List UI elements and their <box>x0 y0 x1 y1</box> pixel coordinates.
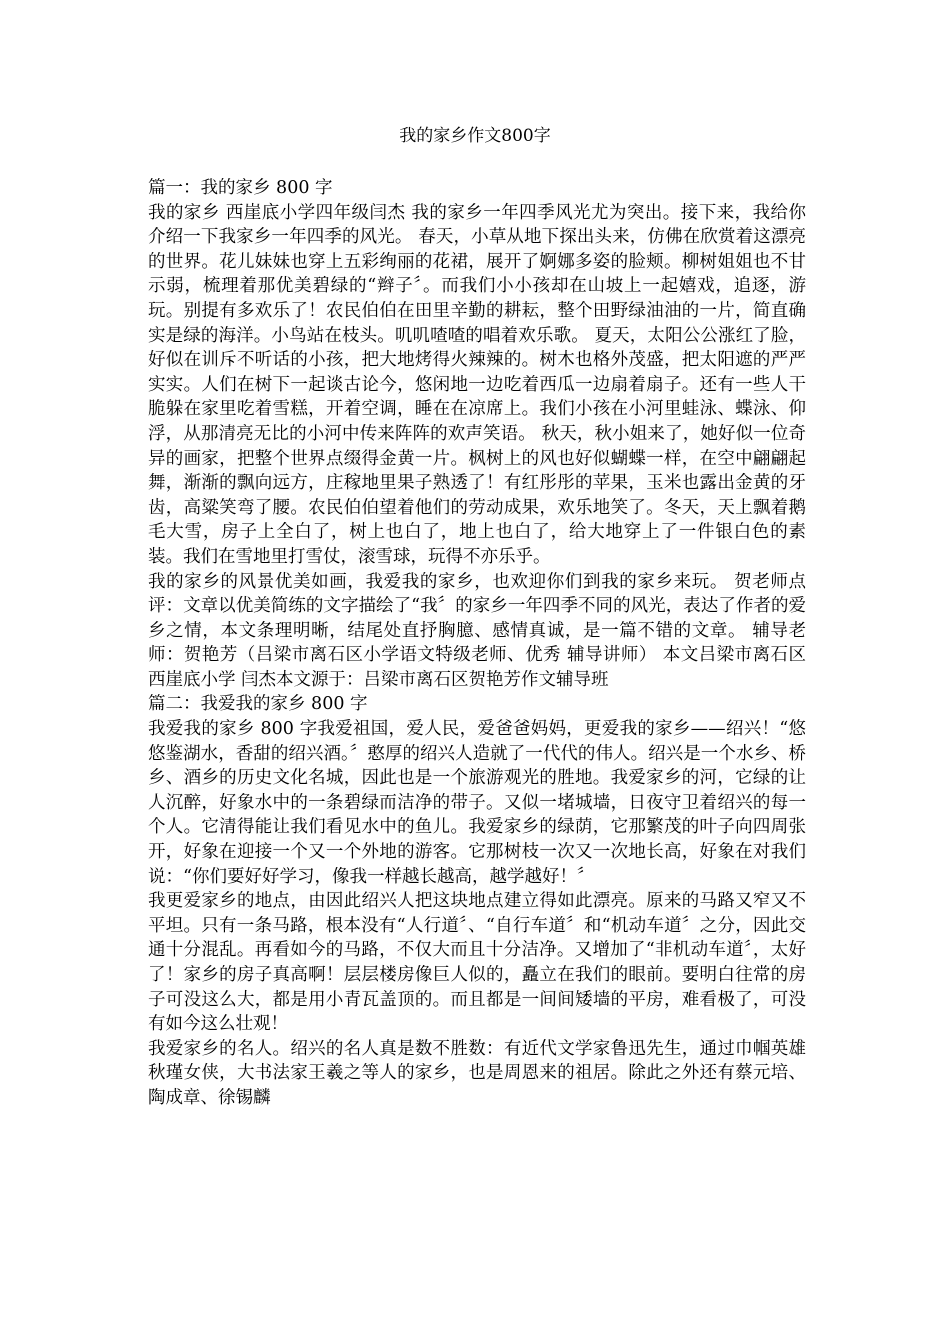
section-heading-2: 篇二：我爱我的家乡 800 字 <box>148 694 368 715</box>
paragraph-2: 我的家乡的风景优美如画，我爱我的家乡，也欢迎你们到我的家乡来玩。 贺老师点评：文章以优美简练的文字描绘了“我〞的家乡一年四季不同的风光，表达了作者的爱乡之情，本文条理明晰，结尾处直抒胸臆、感情真诚，是一篇不错的文章。 辅导老师：贺艳芳（吕梁市离石区小学语文特级老师、优秀 辅导讲师） 本文吕梁市离石区 西崖底小学 闫杰本文源于：吕梁市离石区贺艳芳作文辅导班 <box>148 571 806 690</box>
paragraph-1: 我的家乡 西崖底小学四年级闫杰 我的家乡一年四季风光尤为突出。接下来，我给你介绍一下我家乡一年四季的风光。 春天，小草从地下探出头来，仿佛在欣赏着这漂亮的世界。花儿妹妹也穿上五彩绚丽的花裙，展开了婀娜多姿的脸颊。柳树姐姐也不甘示弱，梳理着那优美碧绿的“辫子〞。而我们小小孩却在山坡上一起嬉戏，追逐，游玩。别提有多欢乐了！农民伯伯在田里辛勤的耕耘，整个田野绿油油的一片，简直确实是绿的海洋。小鸟站在枝头。叽叽喳喳的唱着欢乐歌。 夏天，太阳公公涨红了脸，好似在训斥不听话的小孩，把大地烤得火辣辣的。树木也格外茂盛，把太阳遮的严严实实。人们在树下一起谈古论今，悠闲地一边吃着西瓜一边扇着扇子。还有一些人干脆躲在家里吃着雪糕，开着空调，睡在在凉席上。我们小孩在小河里蛙泳、蝶泳、仰浮，从那清亮无比的小河中传来阵阵的欢声笑语。 秋天，秋小姐来了，她好似一位奇异的画家，把整个世界点缀得金黄一片。枫树上的风也好似蝴蝶一样，在空中翩翩起舞，渐渐的飘向远方，庄稼地里果子熟透了！有红彤彤的苹果，玉米也露出金黄的牙齿，高粱笑弯了腰。农民伯伯望着他们的劳动成果，欢乐地笑了。冬天，天上飘着鹅毛大雪，房子上全白了，树上也白了，地上也白了，给大地穿上了一件银白色的素装。我们在雪地里打雪仗，滚雪球，玩得不亦乐乎。 <box>148 202 806 567</box>
section-heading-1: 篇一：我的家乡 800 字 <box>148 178 333 198</box>
paragraph-5: 我爱家乡的名人。绍兴的名人真是数不胜数：有近代文学家鲁迅先生，通过巾帼英雄秋瑾女侠，大书法家王羲之等人的家乡，也是周恩来的祖居。除此之外还有蔡元培、陶成章、徐锡麟 <box>148 1038 806 1108</box>
document-title: 我的家乡作文800字 <box>399 126 551 146</box>
paragraph-3: 我爱我的家乡 800 字我爱祖国，爱人民，爱爸爸妈妈，更爱我的家乡——绍兴！“悠悠鉴湖水，香甜的绍兴酒。〞憨厚的绍兴人造就了一代代的伟人。绍兴是一个水乡、桥乡、酒乡的历史文化名城，因此也是一个旅游观光的胜地。我爱家乡的河，它绿的让人沉醉，好象水中的一条碧绿而洁净的带子。又似一堵城墙，日夜守卫着绍兴的每一个人。它清得能让我们看见水中的鱼儿。我爱家乡的绿荫，它那繁茂的叶子向四周张开，好象在迎接一个又一个外地的游客。它那树枝一次又一次地长高，好象在对我们说：“你们要好好学习，像我一样越长越高，越学越好！〞 <box>148 719 806 887</box>
document-body <box>148 176 806 1111</box>
paragraph-4: 我更爱家乡的地点，由因此绍兴人把这块地点建立得如此漂亮。原来的马路又窄又不平坦。只有一条马路，根本没有“人行道〞、“自行车道〞和“机动车道〞之分，因此交通十分混乱。再看如今的马路，不仅大而且十分洁净。又增加了“非机动车道〞，太好了！家乡的房子真高啊！层层楼房像巨人似的，矗立在我们的眼前。要明白往常的房子可没这么大，都是用小青瓦盖顶的。而且都是一间间矮墙的平房，难看极了，可没有如今这么壮观！ <box>148 891 806 1035</box>
